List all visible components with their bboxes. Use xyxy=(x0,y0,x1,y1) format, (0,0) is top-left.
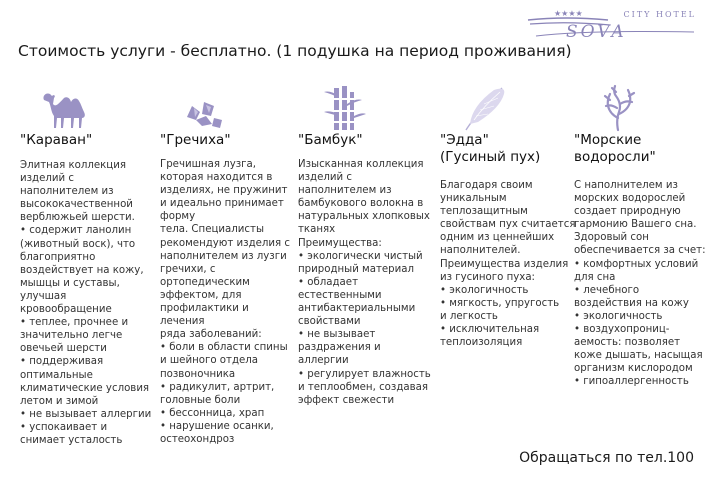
page-title: Стоимость услуги - бесплатно. (1 подушка на период проживания) xyxy=(18,42,572,60)
description-line: наполнителем из лузги xyxy=(160,250,287,262)
description-line: • успокаивает и xyxy=(20,421,108,433)
description-line: летом и зимой xyxy=(20,395,99,407)
description-line: наполнителем из xyxy=(298,185,392,197)
description-line: • не вызывает аллергии xyxy=(20,408,152,420)
description-line: • исключительная xyxy=(440,324,540,336)
description-line: климатические условия xyxy=(20,382,150,394)
bamboo-icon xyxy=(312,84,372,132)
description-line: и легкость xyxy=(440,310,498,322)
hotel-logo xyxy=(526,6,698,40)
description-line: натуральных хлопковых xyxy=(298,211,430,223)
description-line: форму xyxy=(160,211,196,223)
product-description xyxy=(298,158,431,407)
description-line: • экологически чистый xyxy=(298,250,423,262)
description-line: Гречишная лузга, xyxy=(160,159,256,170)
description-line: • нарушение осанки, xyxy=(160,420,274,432)
product-karavan xyxy=(20,84,152,447)
description-line: и теплообмен, создавая xyxy=(298,381,428,393)
description-line: • содержит ланолин xyxy=(20,225,132,237)
logo-tagline: CITY HOTEL xyxy=(623,10,696,19)
description-line: С наполнителем из xyxy=(574,180,678,191)
description-line: изделий с xyxy=(20,173,74,185)
description-line: • не вызывает xyxy=(298,329,376,341)
product-title: "Морские водоросли" xyxy=(574,132,656,165)
description-line: высококачественной xyxy=(20,199,133,211)
description-line: мышцы и суставы, xyxy=(20,277,120,289)
description-line: аемость: позволяет xyxy=(574,337,681,349)
description-line: остеохондроз xyxy=(160,433,235,445)
buckwheat-icon xyxy=(174,84,234,132)
description-line: снимает усталость xyxy=(20,434,123,446)
description-line: уникальным xyxy=(440,193,507,205)
description-line: • экологичность xyxy=(440,284,529,296)
seaweed-icon xyxy=(588,84,648,132)
product-title: "Караван" xyxy=(20,132,93,148)
description-line: • экологичность xyxy=(574,310,663,322)
description-line: профилактики и xyxy=(160,303,249,315)
description-line: изделий с xyxy=(298,172,352,184)
description-line: природный материал xyxy=(298,263,415,275)
description-line: оптимальные xyxy=(20,369,93,381)
description-line: гармонию Вашего сна. xyxy=(574,219,697,231)
description-line: Преимущества: xyxy=(298,237,382,249)
product-edda xyxy=(440,84,576,349)
description-line: естественными xyxy=(298,289,382,301)
description-line: организм кислородом xyxy=(574,363,693,375)
description-line: тканях xyxy=(298,224,336,236)
description-line: головные боли xyxy=(160,394,241,406)
description-line: овечьей шерсти xyxy=(20,343,107,355)
logo-stars: ★★★★ xyxy=(554,9,583,18)
description-line: воздействия на кожу xyxy=(574,297,689,309)
description-line: эффектом, для xyxy=(160,289,242,301)
description-line: ряда заболеваний: xyxy=(160,329,262,341)
description-line: создает природную xyxy=(574,206,681,218)
description-line: • поддерживая xyxy=(20,356,104,368)
description-line: верблюжьей шерсти. xyxy=(20,212,135,224)
description-line: рекомендуют изделия с xyxy=(160,237,291,249)
description-line: теплоизоляция xyxy=(440,337,523,349)
product-grechikha xyxy=(160,84,291,446)
product-bambuk xyxy=(298,84,431,407)
description-line: Изысканная коллекция xyxy=(298,159,424,170)
description-line: раздражения и xyxy=(298,342,381,354)
description-line: улучшая xyxy=(20,290,67,302)
description-line: свойствам пух считается xyxy=(440,219,576,231)
description-line: эффект свежести xyxy=(298,394,395,406)
description-line: • мягкость, упругость xyxy=(440,297,560,309)
product-description xyxy=(20,159,152,447)
product-morskie-vodorosli xyxy=(574,84,706,389)
description-line: коже дышать, насыщая xyxy=(574,350,703,362)
description-line: • воздухопрониц‑ xyxy=(574,324,670,336)
description-line: и шейного отдела xyxy=(160,355,259,367)
description-line: и идеально принимает xyxy=(160,198,284,210)
description-line: • комфортных условий xyxy=(574,258,699,270)
contact-phone: Обращаться по тел.100 xyxy=(519,450,694,466)
description-line: (животный воск), что xyxy=(20,238,136,250)
description-line: • регулирует влажность xyxy=(298,368,431,380)
description-line: Преимущества изделия xyxy=(440,258,569,270)
description-line: • гипоаллергенность xyxy=(574,376,689,388)
product-title: "Эдда" (Гусиный пух) xyxy=(440,132,541,165)
description-line: морских водорослей xyxy=(574,193,686,205)
description-line: наполнителем из xyxy=(20,186,114,198)
product-description xyxy=(574,179,706,389)
description-line: для сна xyxy=(574,271,616,283)
description-line: Здоровый сон xyxy=(574,232,649,244)
product-description xyxy=(160,158,291,446)
description-line: кровообращение xyxy=(20,304,112,316)
product-description xyxy=(440,179,576,349)
description-line: наполнителей. xyxy=(440,245,521,257)
description-line: • радикулит, артрит, xyxy=(160,381,275,393)
description-line: свойствами xyxy=(298,316,361,328)
description-line: • бессонница, храп xyxy=(160,407,265,419)
description-line: антибактериальными xyxy=(298,303,416,315)
description-line: • теплее, прочнее и xyxy=(20,317,129,329)
description-line: • лечебного xyxy=(574,284,640,296)
description-line: Элитная коллекция xyxy=(20,160,126,171)
description-line: изделиях, не пружинит xyxy=(160,185,288,197)
description-line: • обладает xyxy=(298,276,359,288)
description-line: теплозащитным xyxy=(440,206,528,218)
description-line: воздействует на кожу, xyxy=(20,264,144,276)
logo-name: SOVA xyxy=(566,22,627,40)
description-line: ортопедическим xyxy=(160,276,250,288)
description-line: тела. Специалисты xyxy=(160,224,264,236)
description-line: Благодаря своим xyxy=(440,180,533,191)
camel-icon xyxy=(34,84,94,132)
feather-icon xyxy=(454,84,514,132)
product-title: "Гречиха" xyxy=(160,132,231,148)
description-line: обеспечивается за счет: xyxy=(574,245,706,257)
description-line: благоприятно xyxy=(20,251,96,263)
description-line: значительно легче xyxy=(20,330,123,342)
description-line: лечения xyxy=(160,316,205,328)
description-line: аллергии xyxy=(298,355,349,367)
description-line: которая находится в xyxy=(160,172,273,184)
description-line: • боли в области спины xyxy=(160,342,288,354)
product-title: "Бамбук" xyxy=(298,132,363,148)
description-line: гречихи, с xyxy=(160,263,216,275)
description-line: позвоночника xyxy=(160,368,236,380)
description-line: одним из ценнейших xyxy=(440,232,555,244)
description-line: бамбукового волокна в xyxy=(298,198,424,210)
description-line: из гусиного пуха: xyxy=(440,271,535,283)
